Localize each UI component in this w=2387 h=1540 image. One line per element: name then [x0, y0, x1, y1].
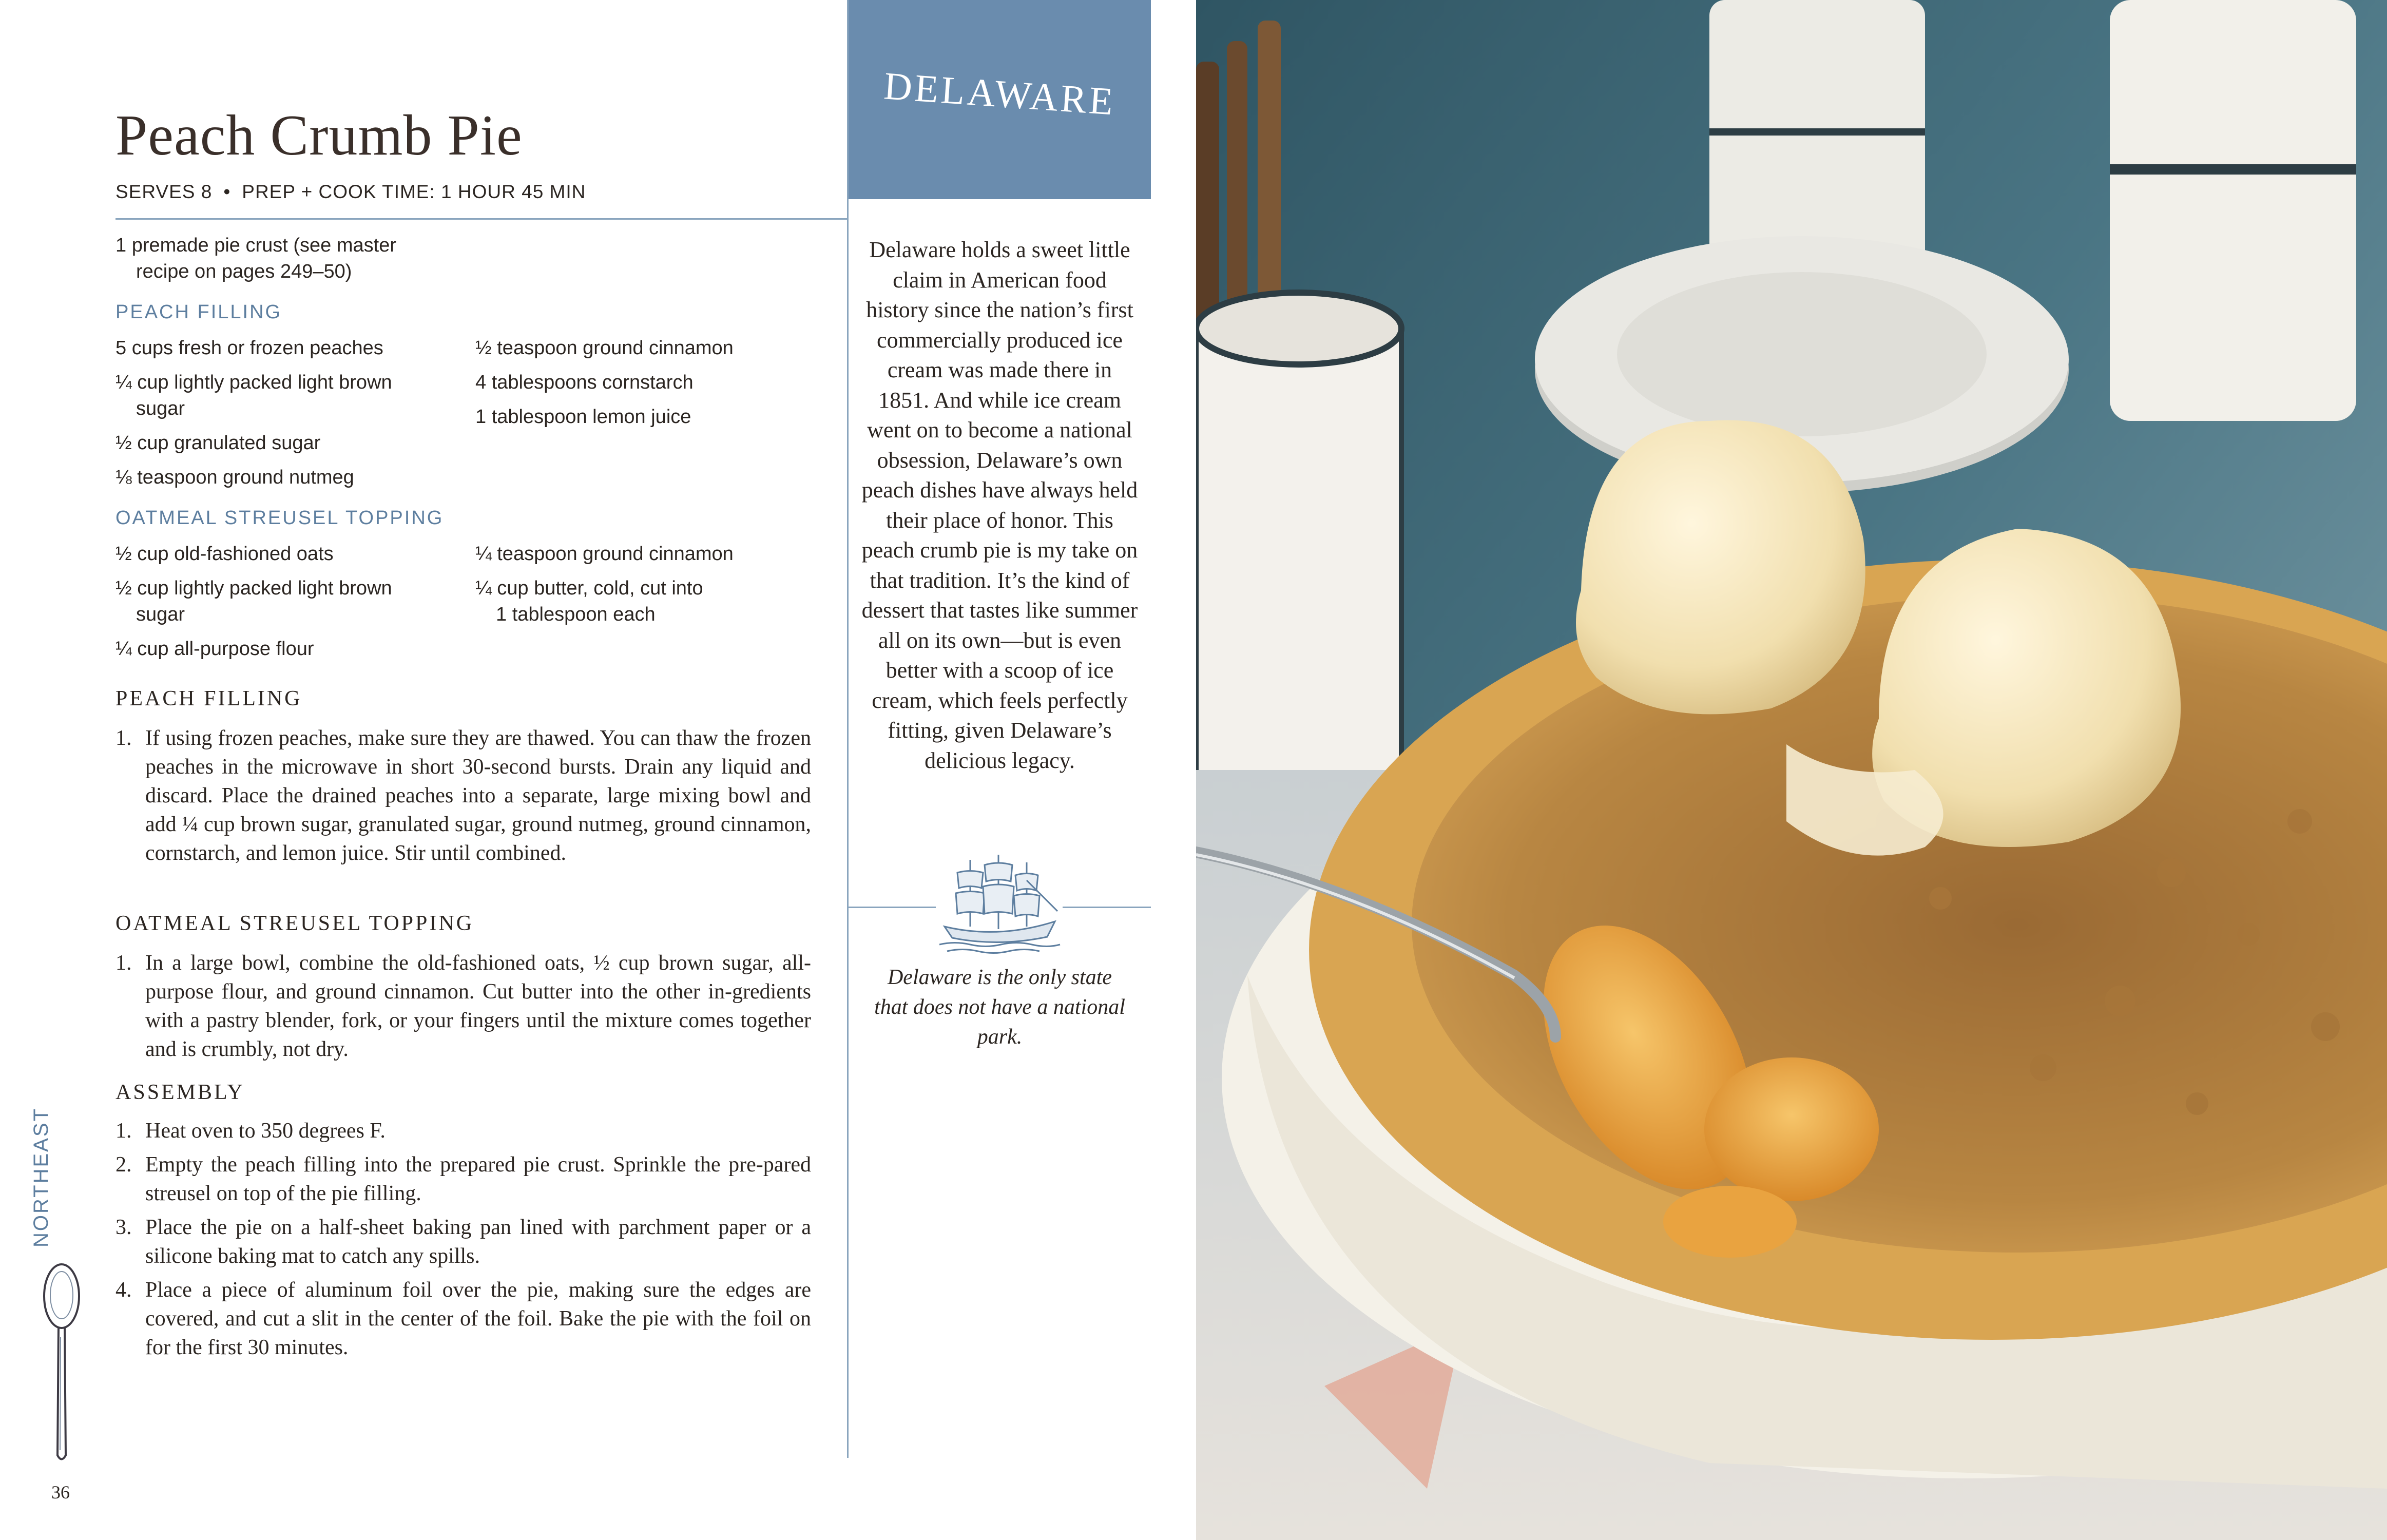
step-number: 1.: [116, 951, 132, 975]
servings: SERVES 8: [116, 181, 213, 202]
page-number: 36: [51, 1482, 70, 1503]
filling-ingredients-heading: PEACH FILLING: [116, 301, 282, 323]
ingredient-line: sugar: [136, 398, 185, 419]
topping-steps-heading: OATMEAL STREUSEL TOPPING: [116, 912, 474, 935]
ingredient-line: ¼ cup all-purpose flour: [116, 638, 314, 660]
filling-ingredients-right: [475, 335, 824, 430]
crust-ingredient: [116, 233, 475, 285]
ingredient-line: 4 tablespoons cornstarch: [475, 372, 694, 393]
sailing-ship-icon: [934, 850, 1063, 957]
ingredient-line: 1 tablespoon each: [496, 604, 656, 625]
step: [116, 724, 811, 868]
ingredient: [116, 636, 465, 662]
recipe-page: [0, 0, 847, 1540]
ingredient-line: sugar: [136, 604, 185, 625]
step: [116, 1116, 811, 1145]
ship-divider-right: [1063, 907, 1151, 908]
step: [116, 1150, 811, 1208]
sidebar-divider: [847, 0, 849, 1458]
state-blurb: Delaware holds a sweet little claim in American food history since the nation’s first commercially produced ice cream was made there in 1851. And while ice cream went on to become a national obsession, Delaware’s own peach dishes have always held their place of honor. This peach crumb pie is my take on that tradition. It’s the kind of dessert that tastes like summer all on its own—but is even better with a scoop of ice cream, which feels perfectly fitting, given Delaware’s delicious legacy.: [861, 237, 1138, 773]
fun-fact: Delaware is the only state that does not have a national park.: [874, 966, 1125, 1049]
pie-photo-illustration: [1196, 0, 2387, 1540]
filling-steps: [116, 724, 811, 873]
ship-divider-left: [849, 907, 936, 908]
ingredient-line: ½ cup granulated sugar: [116, 432, 321, 454]
step-text: In a large bowl, combine the old-fashioned oats, ½ cup brown sugar, all-purpose flour, and ground cinnamon. Cut butter into the other in-gredients with a pastry blender, fork, or your fingers until the mixture comes together and is crumbly, not dry.: [145, 951, 811, 1061]
ingredient-line: ¼ cup butter, cold, cut into: [475, 578, 703, 599]
ingredient: [116, 541, 465, 567]
step: [116, 949, 811, 1064]
topping-ingredients-right: [475, 541, 824, 628]
pie-photo: [1196, 0, 2387, 1540]
ingredient-line: ½ cup old-fashioned oats: [116, 543, 334, 565]
region-label: NORTHEAST: [30, 1107, 52, 1247]
ingredient: [475, 575, 824, 628]
step-text: Place a piece of aluminum foil over the pie, making sure the edges are covered, and cut a slit in the center of the foil. Bake the pie with the foil on for the first 30 minutes.: [145, 1278, 811, 1359]
ingredient-line: ½ cup lightly packed light brown: [116, 578, 392, 599]
ingredient: [116, 335, 465, 361]
step-text: Empty the peach filling into the prepared pie crust. Sprinkle the pre-pared streusel on top of the pie filling.: [145, 1153, 811, 1205]
assembly-heading: ASSEMBLY: [116, 1081, 245, 1104]
ingredient-line: ⅛ teaspoon ground nutmeg: [116, 467, 354, 488]
ingredient: [116, 465, 465, 491]
state-banner: [849, 0, 1151, 199]
topping-steps: [116, 949, 811, 1069]
step-text: Place the pie on a half-sheet baking pan lined with parchment paper or a silicone baking mat to catch any spills.: [145, 1216, 811, 1268]
title-divider: [116, 218, 847, 220]
step-number: 4.: [116, 1278, 132, 1302]
step-number: 2.: [116, 1153, 132, 1177]
recipe-meta: [116, 181, 586, 203]
recipe-title: Peach Crumb Pie: [116, 104, 523, 167]
step-number: 1.: [116, 726, 132, 750]
state-name: DELAWARE: [882, 64, 1117, 124]
ingredient: [475, 541, 824, 567]
ingredient-line: ½ teaspoon ground cinnamon: [475, 337, 734, 359]
topping-ingredients-heading: OATMEAL STREUSEL TOPPING: [116, 507, 444, 529]
ingredient: [475, 335, 824, 361]
ingredient-line: 1 tablespoon lemon juice: [475, 406, 691, 428]
ingredient-line: 5 cups fresh or frozen peaches: [116, 337, 383, 359]
ingredient: [116, 575, 465, 628]
ingredient: [475, 404, 824, 430]
assembly-steps: [116, 1116, 811, 1367]
ingredient-line: recipe on pages 249–50): [136, 261, 352, 282]
ingredient-line: 1 premade pie crust (see master: [116, 235, 397, 256]
step-number: 1.: [116, 1119, 132, 1143]
step-text: Heat oven to 350 degrees F.: [145, 1119, 386, 1143]
topping-ingredients-left: [116, 541, 465, 662]
step-text: If using frozen peaches, make sure they are thawed. You can thaw the frozen peaches in the microwave in short 30-second bursts. Drain any liquid and discard. Place the drained peaches into a separate, large mixing bowl and add ¼ cup brown sugar, granulated sugar, ground nutmeg, ground cinnamon, cornstarch, and lemon juice. Stir until combined.: [145, 726, 811, 865]
prep-time: PREP + COOK TIME: 1 HOUR 45 MIN: [242, 181, 586, 202]
ingredient: [116, 430, 465, 456]
separator-dot: •: [223, 181, 231, 202]
filling-ingredients-left: [116, 335, 465, 491]
ingredient-line: ¼ teaspoon ground cinnamon: [475, 543, 734, 565]
ingredient: [116, 370, 465, 422]
filling-steps-heading: PEACH FILLING: [116, 687, 302, 710]
ingredient: [475, 370, 824, 396]
spoon-icon: [36, 1260, 87, 1466]
ingredient-line: ¼ cup lightly packed light brown: [116, 372, 392, 393]
step-number: 3.: [116, 1216, 132, 1239]
step: [116, 1276, 811, 1362]
step: [116, 1213, 811, 1270]
